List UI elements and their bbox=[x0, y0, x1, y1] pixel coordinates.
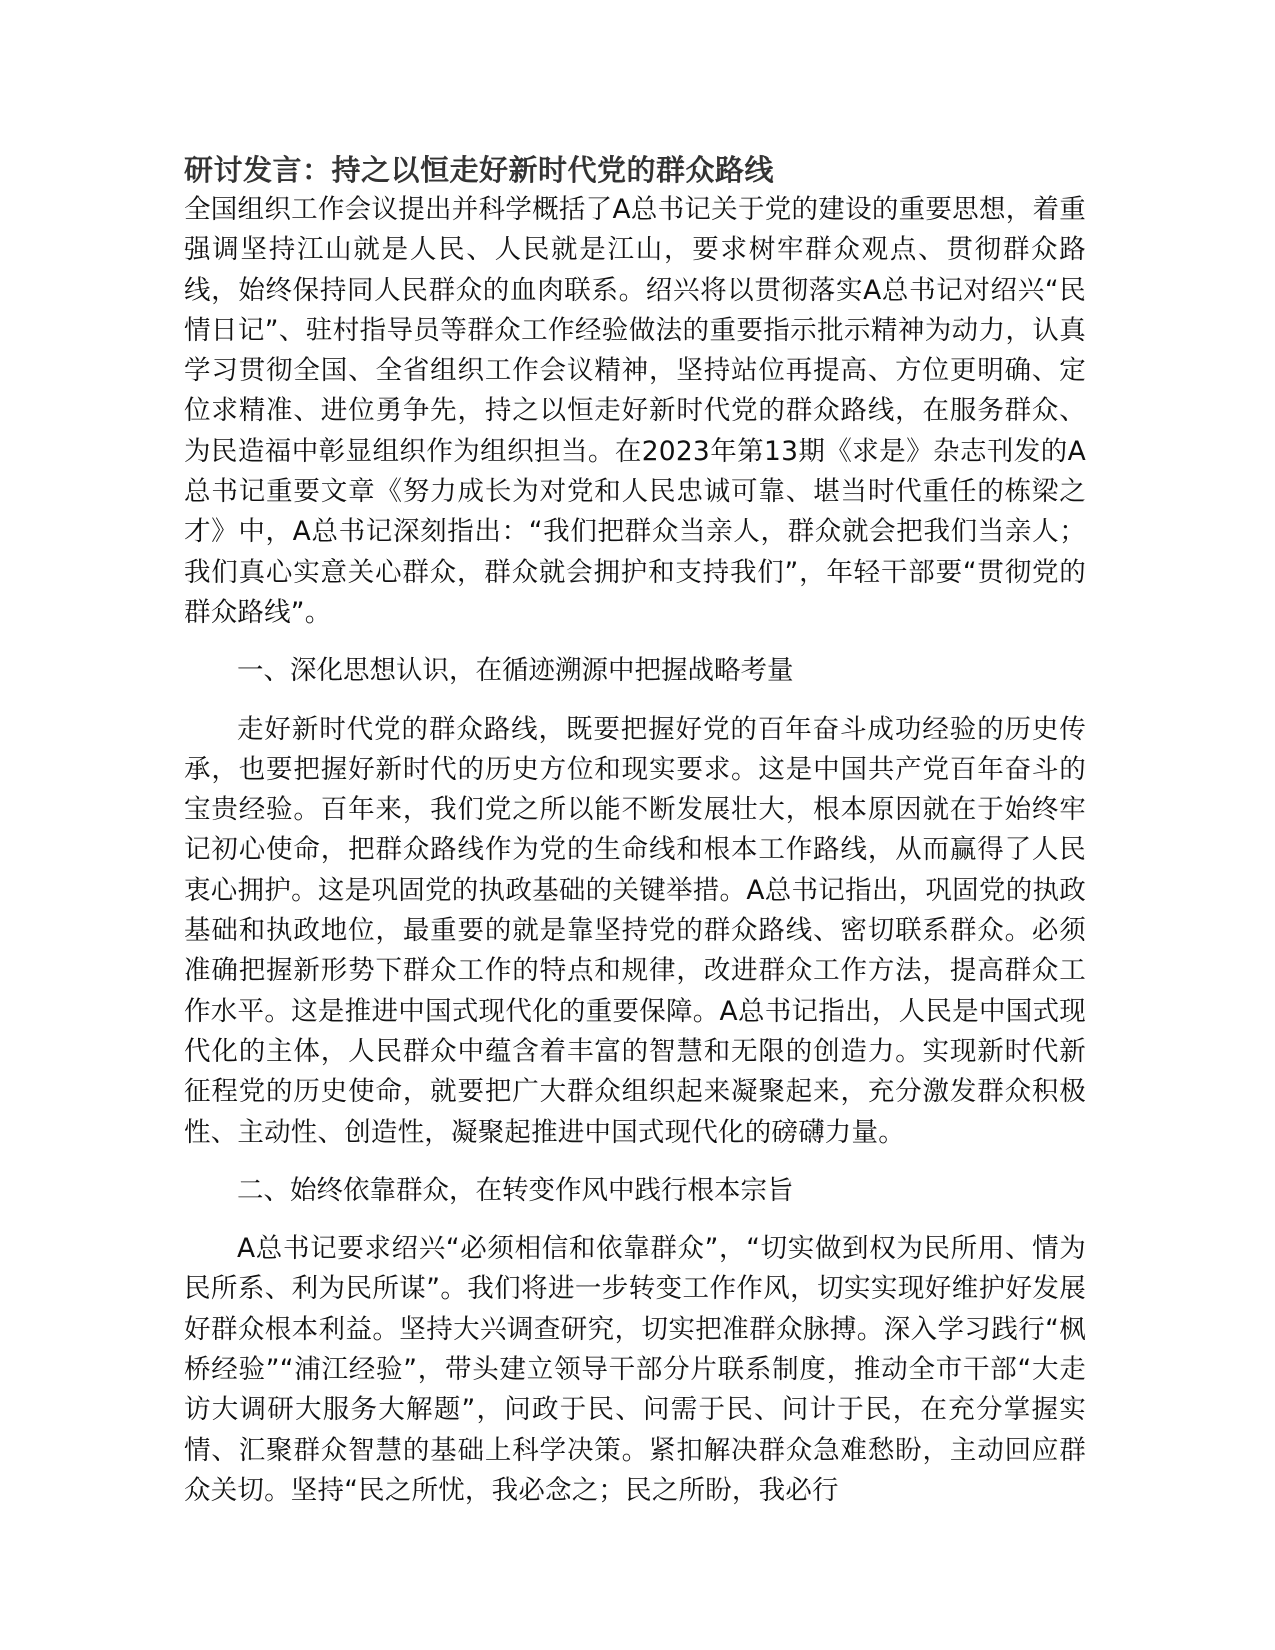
intro-paragraph: 全国组织工作会议提出并科学概括了A总书记关于党的建设的重要思想，着重强调坚持江山就是人民、人民就是江山，要求树牢群众观点、贯彻群众路线，始终保持同人民群众的血肉联系。绍兴将以贯彻落实A总书记对绍兴“民情日记”、驻村指导员等群众工作经验做法的重要指示批示精神为动力，认真学习贯彻全国、全省组织工作会议精神，坚持站位再提高、方位更明确、定位求精准、进位勇争先，持之以恒走好新时代党的群众路线，在服务群众、为民造福中彰显组织作为组织担当。在2023年第13期《求是》杂志刊发的A总书记重要文章《努力成长为对党和人民忠诚可靠、堪当时代重任的栋梁之才》中，A总书记深刻指出：“我们把群众当亲人，群众就会把我们当亲人；我们真心实意关心群众，群众就会拥护和支持我们”，年轻干部要“贯彻党的群众路线”。 bbox=[184, 194, 1086, 628]
section-body-2: A总书记要求绍兴“必须相信和依靠群众”，“切实做到权为民所用、情为民所系、利为民所谋”。我们将进一步转变工作作风，切实实现好维护好发展好群众根本利益。坚持大兴调查研究，切实把准群众脉搏。深入学习践行“枫桥经验”“浦江经验”，带头建立领导干部分片联系制度，推动全市干部“大走访大调研大服务大解题”，问政于民、问需于民、问计于民，在充分掌握实情、汇聚群众智慧的基础上科学决策。紧扣解决群众急难愁盼，主动回应群众关切。坚持“民之所忧，我必念之；民之所盼，我必行 bbox=[184, 1233, 1086, 1506]
document-title: 研讨发言：持之以恒走好新时代党的群众路线 bbox=[184, 153, 775, 187]
section-heading-1: 一、深化思想认识，在循迹溯源中把握战略考量 bbox=[237, 655, 794, 687]
section-body-1: 走好新时代党的群众路线，既要把握好党的百年奋斗成功经验的历史传承，也要把握好新时代的历史方位和现实要求。这是中国共产党百年奋斗的宝贵经验。百年来，我们党之所以能不断发展壮大，根本原因就在于始终牢记初心使命，把群众路线作为党的生命线和根本工作路线，从而赢得了人民衷心拥护。这是巩固党的执政基础的关键举措。A总书记指出，巩固党的执政基础和执政地位，最重要的就是靠坚持党的群众路线、密切联系群众。必须准确把握新形势下群众工作的特点和规律，改进群众工作方法，提高群众工作水平。这是推进中国式现代化的重要保障。A总书记指出，人民是中国式现代化的主体，人民群众中蕴含着丰富的智慧和无限的创造力。实现新时代新征程党的历史使命，就要把广大群众组织起来凝聚起来，充分激发群众积极性、主动性、创造性，凝聚起推进中国式现代化的磅礴力量。 bbox=[184, 713, 1086, 1148]
section-heading-2: 二、始终依靠群众，在转变作风中践行根本宗旨 bbox=[237, 1174, 794, 1206]
document-page bbox=[184, 150, 1086, 1511]
